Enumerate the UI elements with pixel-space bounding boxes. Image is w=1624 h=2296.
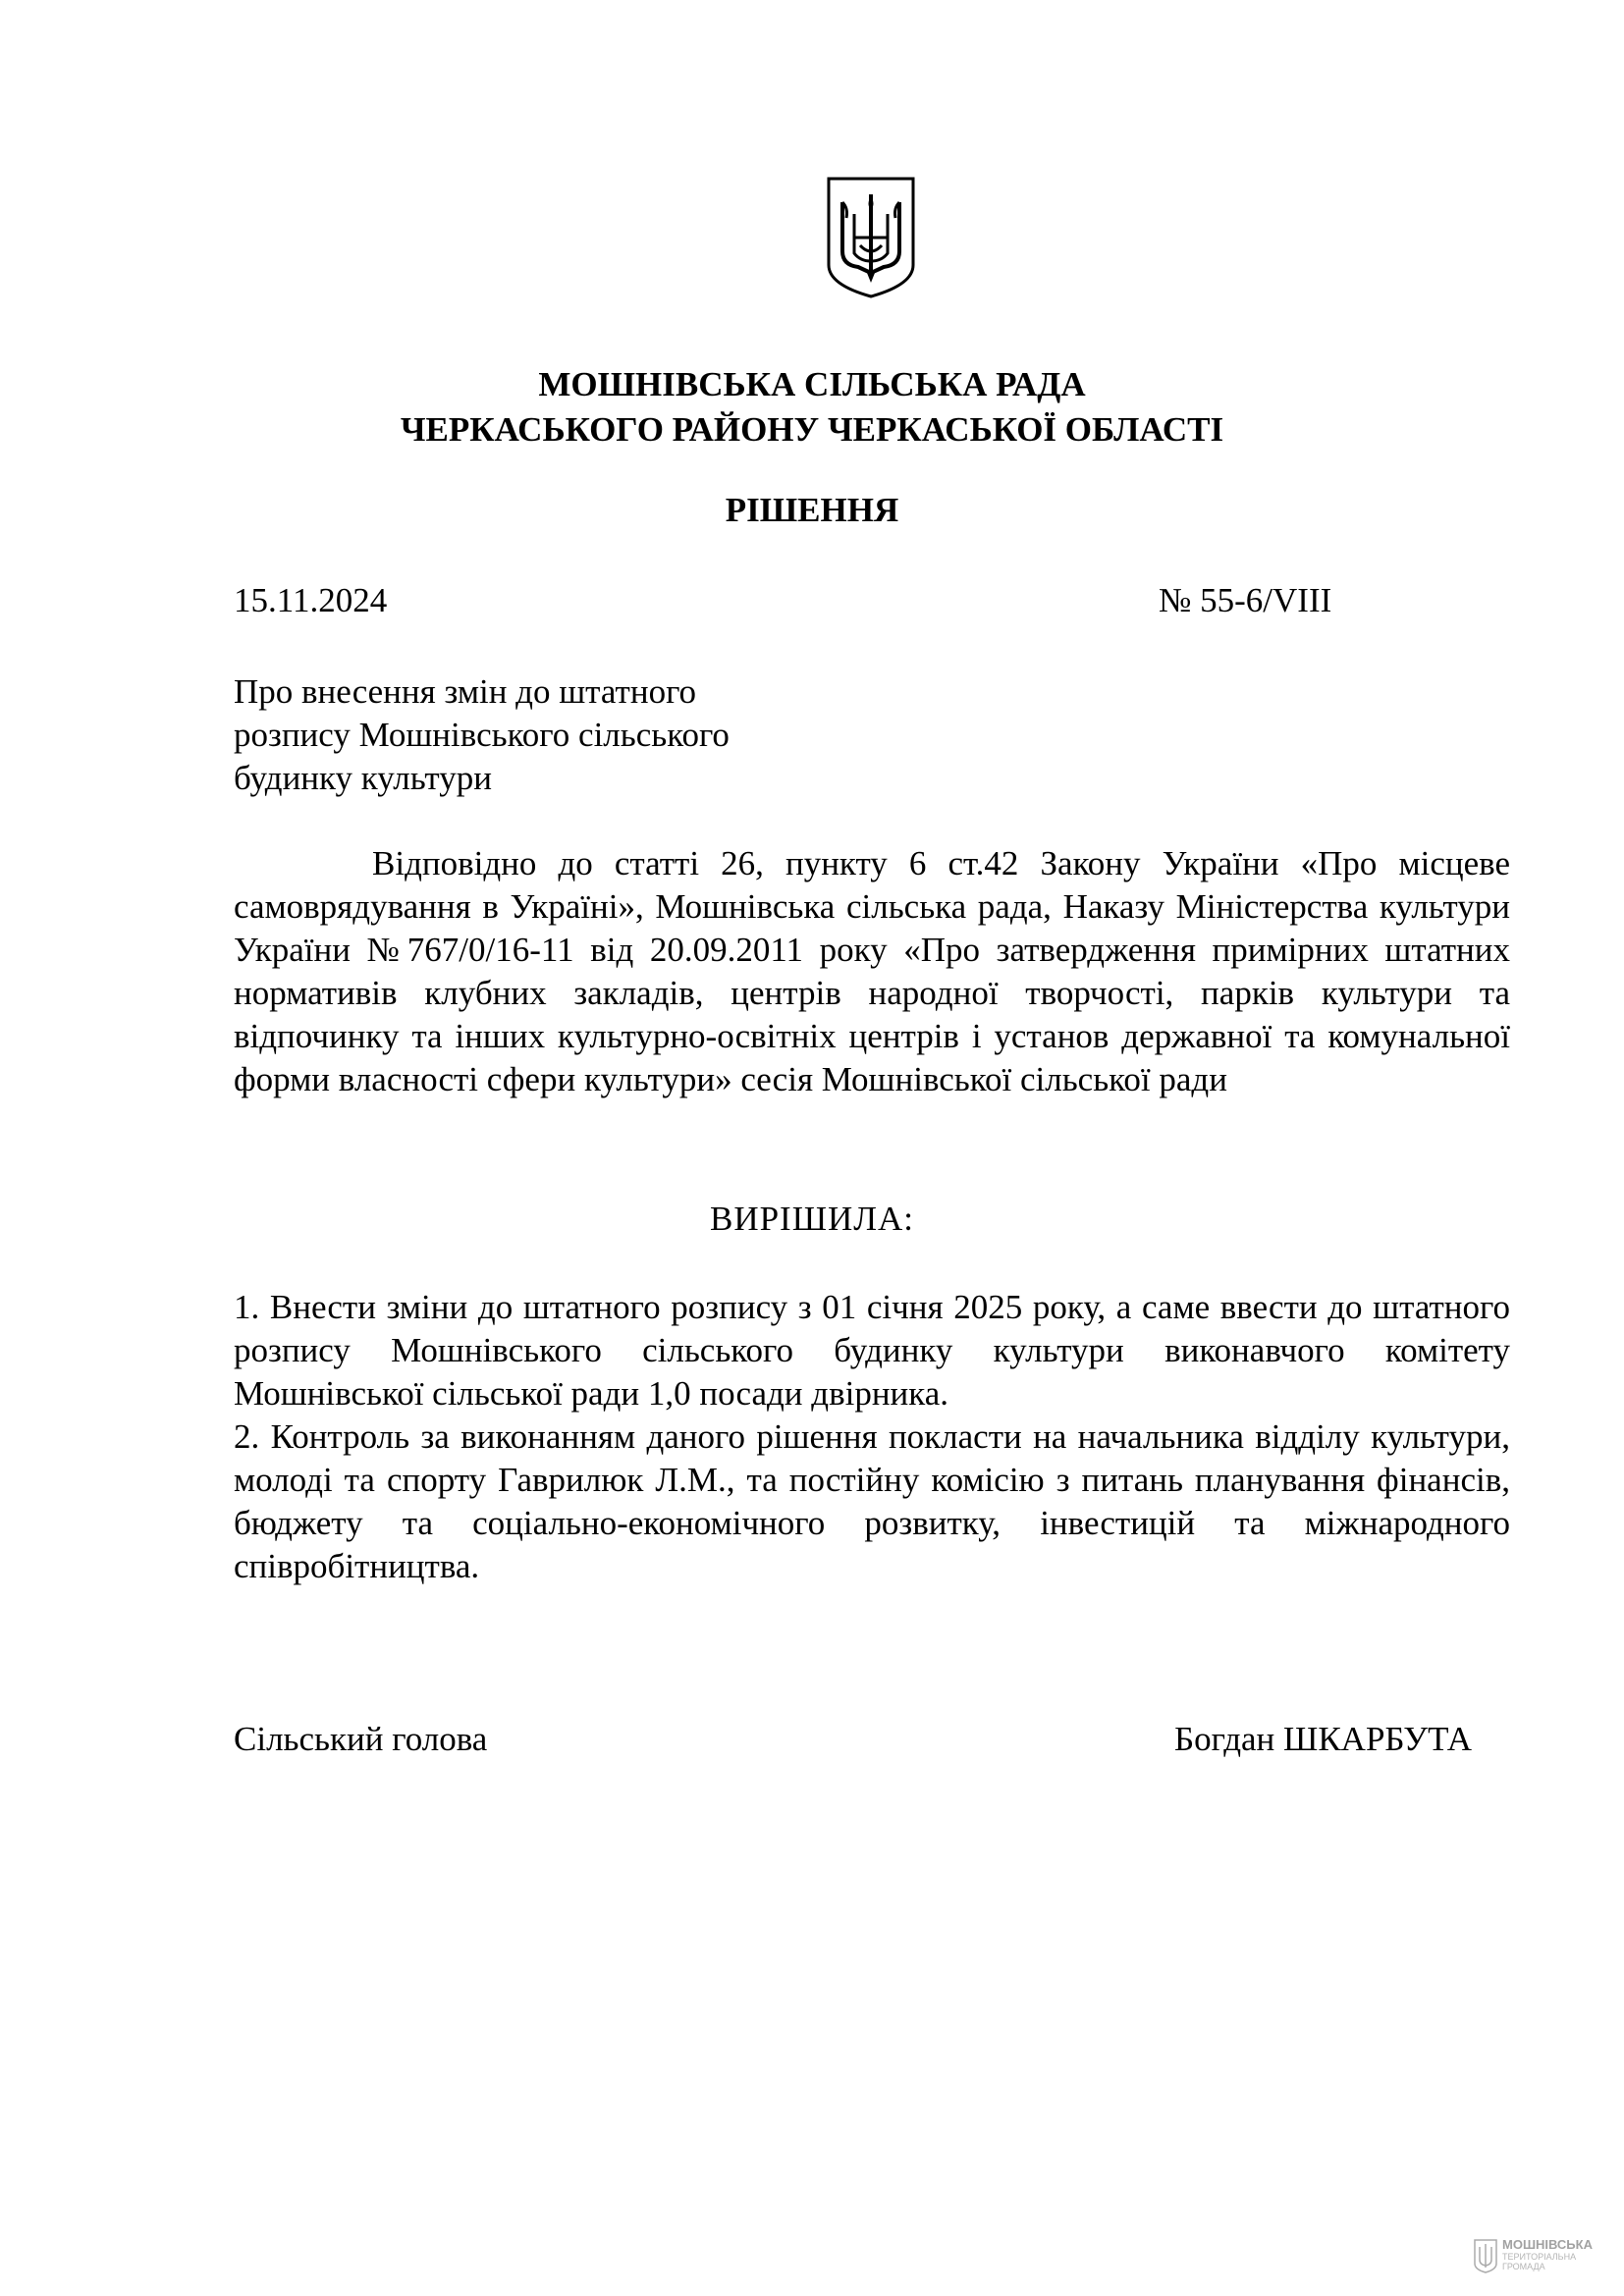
watermark-subtitle: ТЕРИТОРІАЛЬНА ГРОМАДА bbox=[1502, 2252, 1577, 2271]
subject-line: Про внесення змін до штатного bbox=[234, 672, 697, 711]
resolution-items bbox=[234, 1286, 1510, 1588]
district-name: ЧЕРКАСЬКОГО РАЙОНУ ЧЕРКАСЬКОЇ ОБЛАСТІ bbox=[400, 410, 1224, 449]
community-watermark bbox=[1473, 2236, 1610, 2277]
decision-date: 15.11.2024 bbox=[234, 581, 388, 619]
resolution-item: 2. Контроль за виконанням даного рішення покласти на начальника відділу культури, молоді та спорту Гаврилюк Л.М., та постійну комісію з питань планування фінансів, бюджету та соціально-економічного розвитку, інвестицій та міжнародного співробітництва. bbox=[234, 1417, 1510, 1585]
resolved-heading: ВИРІШИЛА: bbox=[709, 1200, 915, 1238]
decision-number: № 55-6/VIII bbox=[1159, 581, 1332, 619]
resolution-item: 1. Внести зміни до штатного розпису з 01 січня 2025 року, а саме ввести до штатного розпису Мошнівського сільського будинку культури виконавчого комітету Мошнівської сільської ради 1,0 посади двірника. bbox=[234, 1288, 1510, 1413]
signatory-name: Богдан ШКАРБУТА bbox=[1174, 1720, 1472, 1758]
coat-of-arms-icon bbox=[825, 175, 917, 300]
subject-line: будинку культури bbox=[234, 759, 492, 797]
preamble-paragraph: Відповідно до статті 26, пункту 6 ст.42 Закону України «Про місцеве самоврядування в Україні», Мошнівська сільська рада, Наказу Міністерства культури України №767/0/16-11 від 20.09.2011 року «Про затвердження примірних штатних нормативів клубних закладів, центрів народної творчості, парків культури та відпочинку та інших культурно-освітніх центрів і установ державної та комунальної форми власності сфери культури» сесія Мошнівської сільської ради bbox=[234, 844, 1510, 1098]
decision-subject bbox=[234, 670, 842, 800]
council-name: МОШНІВСЬКА СІЛЬСЬКА РАДА bbox=[538, 365, 1086, 403]
trident-icon bbox=[1473, 2238, 1498, 2273]
subject-line: розпису Мошнівського сільського bbox=[234, 716, 730, 754]
document-type: РІШЕННЯ bbox=[725, 491, 899, 529]
signatory-title: Сільський голова bbox=[234, 1720, 488, 1758]
watermark-title: МОШНІВСЬКА bbox=[1502, 2237, 1593, 2252]
